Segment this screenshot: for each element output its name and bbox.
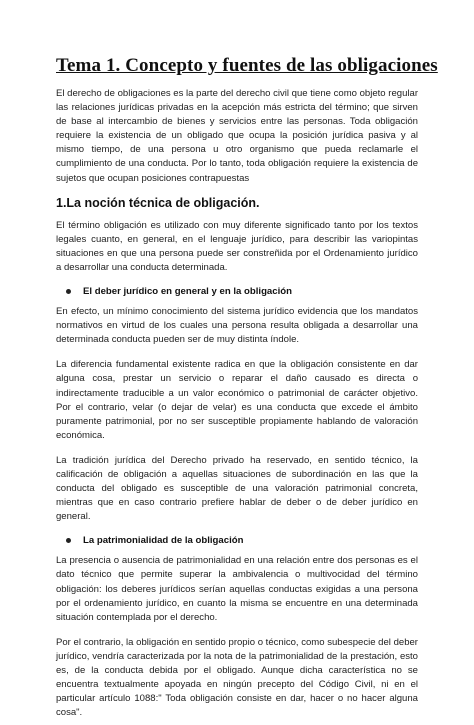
body-paragraph: En efecto, un mínimo conocimiento del sistema jurídico evidencia que los mandatos normativos en virtud de los cuales una persona resulta obligada a desarrollar una determinada conducta pueden ser de muy distinta índole. [56,306,418,346]
body-paragraph: La tradición jurídica del Derecho privado ha reservado, en sentido técnico, la calificación de obligación a aquellas situaciones de subordinación en las que la conducta del obligado es susceptible de una valoración patrimonial concreta, mientras que en caso contrario prefiere hablar de deber o de deber jurídico en general. [56,454,418,523]
section-heading: 1.La noción técnica de obligación. [56,195,260,210]
bullet-icon [66,289,71,294]
document-page [0,55,474,725]
bullet-heading [56,535,418,546]
document-title: Tema 1. Concepto y fuentes de las obligaciones [56,55,438,76]
bullet-heading-text: La patrimonialidad de la obligación [83,535,244,547]
section-paragraph: El término obligación es utilizado con muy diferente significado tanto por los textos legales cuanto, en general, en el lenguaje jurídico, para describir las variopintas situaciones en que una persona puede ser constreñida por el Ordenamiento jurídico a desarrollar una conducta determinada. [56,219,418,273]
bullet-heading-text: El deber jurídico en general y en la obligación [83,286,292,298]
intro-paragraph: El derecho de obligaciones es la parte del derecho civil que tiene como objeto regular las relaciones jurídicas privadas en la acepción más estricta del término; que sirven de base al intercambio de bienes y servicios entre las personas. Toda obligación requiere la existencia de un obligado que ocupa la posición jurídica pasiva y al mismo tiempo, de una persona u otro organismo que pueda reclamarle el cumplimiento de una conducta. Por lo tanto, toda obligación requiere la existencia de sujetos que ocupan posiciones contrapuestas [56,88,418,184]
bullet-heading [56,286,418,297]
body-paragraph: Por el contrario, la obligación en sentido propio o técnico, como subespecie del deber jurídico, vendría caracterizada por la nota de la patrimonialidad de la prestación, esto es, de la conducta debida por el obligado. Aunque dicha característica no se encuentra textualmente apoyada en ningún precepto del Código Civil, ni en el particular artículo 1088:" Toda obligación consiste en dar, hacer o no hacer alguna cosa". [56,636,418,719]
body-paragraph: La presencia o ausencia de patrimonialidad en una relación entre dos personas es el dato técnico que permite superar la ambivalencia o multivocidad del término obligación: los deberes jurídicos serían aquellas conductas exigidas a una persona por el ordenamiento jurídico, en cuanto la misma se encuentre en una determinada situación contemplada por el derecho. [56,555,418,623]
body-paragraph: La diferencia fundamental existente radica en que la obligación consistente en dar alguna cosa, prestar un servicio o reparar el daño causado es directa o indirectamente traducible a un valor económico o patrimonial de carácter objetivo. Por el contrario, velar (o dejar de velar) es una conducta que excede el ámbito puramente patrimonial, por no ser susceptible propiamente hablando de valoración económica. [56,359,418,441]
bullet-icon [66,538,71,543]
